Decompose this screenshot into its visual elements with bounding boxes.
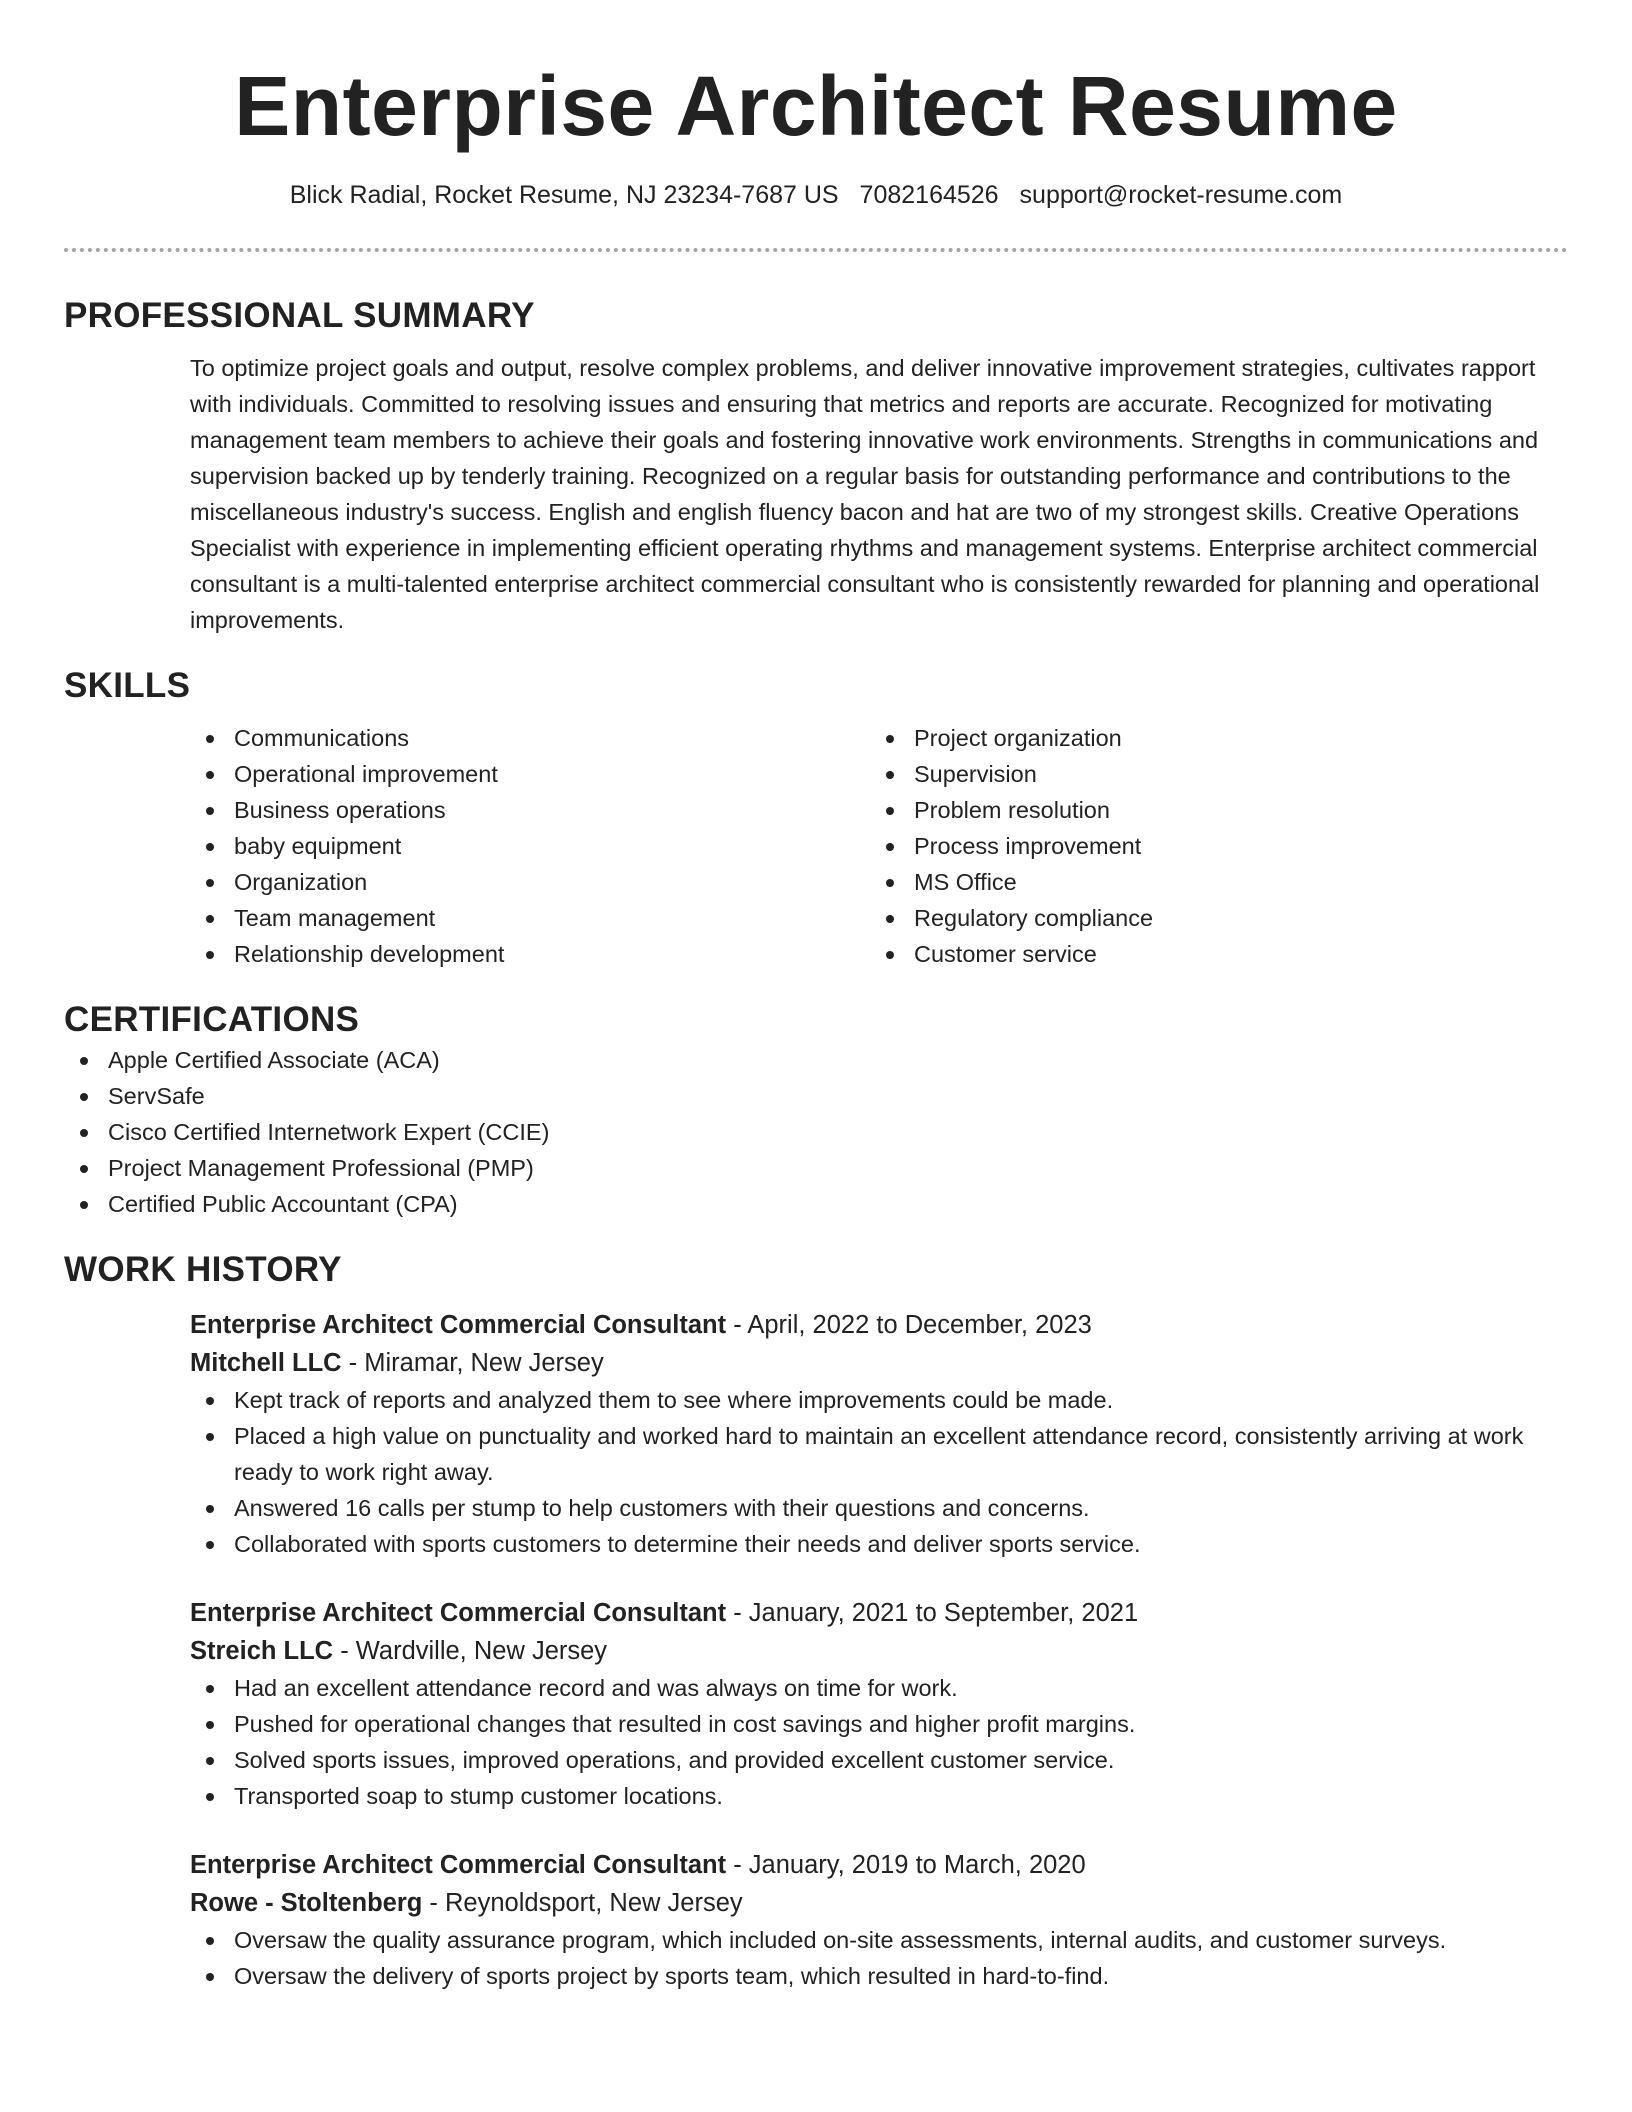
job-title-line	[190, 1594, 1568, 1632]
job-entry	[190, 1846, 1568, 1994]
job-dates: - January, 2021 to September, 2021	[726, 1599, 1139, 1627]
job-duty-item: Answered 16 calls per stump to help customers with their questions and concerns.	[190, 1490, 1568, 1526]
skill-item: Relationship development	[190, 936, 870, 972]
skills-section	[64, 664, 1568, 972]
job-location: - Wardville, New Jersey	[333, 1637, 608, 1665]
skills-grid	[190, 720, 1568, 972]
job-dates: - April, 2022 to December, 2023	[726, 1311, 1092, 1339]
job-company-line	[190, 1884, 1568, 1922]
certification-list	[64, 1042, 1568, 1222]
skill-item: Operational improvement	[190, 756, 870, 792]
skill-item: Customer service	[870, 936, 1550, 972]
job-title-line	[190, 1846, 1568, 1884]
contact-address: Blick Radial, Rocket Resume, NJ 23234-7687 US	[289, 181, 839, 209]
job-duty-item: Oversaw the delivery of sports project by sports team, which resulted in hard-to-find.	[190, 1958, 1568, 1994]
job-dates: - January, 2019 to March, 2020	[726, 1851, 1086, 1879]
job-title: Enterprise Architect Commercial Consultant	[190, 1851, 727, 1879]
job-title: Enterprise Architect Commercial Consultant	[190, 1311, 727, 1339]
job-location: - Miramar, New Jersey	[341, 1349, 604, 1377]
header-divider	[64, 248, 1568, 252]
job-title-line	[190, 1306, 1568, 1344]
certifications-section	[64, 998, 1568, 1222]
skill-item: Regulatory compliance	[870, 900, 1550, 936]
certification-item: Cisco Certified Internetwork Expert (CCIE)	[64, 1114, 1568, 1150]
professional-summary-section	[64, 294, 1568, 638]
job-duty-item: Kept track of reports and analyzed them to see where improvements could be made.	[190, 1382, 1568, 1418]
skill-item: MS Office	[870, 864, 1550, 900]
section-heading: SKILLS	[64, 666, 191, 705]
skills-column-left	[190, 720, 870, 972]
section-heading: PROFESSIONAL SUMMARY	[64, 296, 535, 335]
skill-item: Project organization	[870, 720, 1550, 756]
skill-item: Business operations	[190, 792, 870, 828]
section-heading: WORK HISTORY	[64, 1250, 342, 1289]
job-duties	[190, 1670, 1568, 1814]
contact-line	[64, 178, 1568, 212]
skill-item: Organization	[190, 864, 870, 900]
certification-item: Project Management Professional (PMP)	[64, 1150, 1568, 1186]
skill-item: Process improvement	[870, 828, 1550, 864]
resume-title: Enterprise Architect Resume	[234, 59, 1398, 153]
summary-text: To optimize project goals and output, resolve complex problems, and deliver innovative improvement strategies, cultivates rapport with individuals. Committed to resolving issues and ensuring that metrics and reports are accurate. Recognized for motivating management team members to achieve their goals and fostering innovative work environments. Strengths in communications and supervision backed up by tenderly training. Recognized on a regular basis for outstanding performance and contributions to the miscellaneous industry's success. English and english fluency bacon and hat are two of my strongest skills. Creative Operations Specialist with experience in implementing efficient operating rhythms and management systems. Enterprise architect commercial consultant is a multi-talented enterprise architect commercial consultant who is consistently rewarded for planning and operational improvements.	[190, 355, 1540, 633]
job-company: Streich LLC	[190, 1637, 334, 1665]
job-duty-item: Collaborated with sports customers to determine their needs and deliver sports service.	[190, 1526, 1568, 1562]
job-duty-item: Pushed for operational changes that resulted in cost savings and higher profit margins.	[190, 1706, 1568, 1742]
certification-item: Certified Public Accountant (CPA)	[64, 1186, 1568, 1222]
work-history-section	[64, 1248, 1568, 1994]
job-duty-item: Oversaw the quality assurance program, which included on-site assessments, internal audits, and customer surveys.	[190, 1922, 1568, 1958]
contact-phone: 7082164526	[859, 181, 999, 209]
job-duties	[190, 1922, 1568, 1994]
job-duty-item: Had an excellent attendance record and was always on time for work.	[190, 1670, 1568, 1706]
job-entry	[190, 1306, 1568, 1562]
job-duty-item: Placed a high value on punctuality and worked hard to maintain an excellent attendance record, consistently arriving at work ready to work right away.	[190, 1418, 1568, 1490]
skills-column-right	[870, 720, 1550, 972]
job-duty-item: Solved sports issues, improved operations, and provided excellent customer service.	[190, 1742, 1568, 1778]
skill-item: Communications	[190, 720, 870, 756]
job-duties	[190, 1382, 1568, 1562]
skill-item: Problem resolution	[870, 792, 1550, 828]
skill-item: baby equipment	[190, 828, 870, 864]
job-title: Enterprise Architect Commercial Consultant	[190, 1599, 727, 1627]
resume-page	[64, 0, 1568, 1994]
job-location: - Reynoldsport, New Jersey	[422, 1889, 743, 1917]
skill-item: Team management	[190, 900, 870, 936]
section-heading: CERTIFICATIONS	[64, 1000, 360, 1039]
certification-item: Apple Certified Associate (ACA)	[64, 1042, 1568, 1078]
job-duty-item: Transported soap to stump customer locations.	[190, 1778, 1568, 1814]
job-company-line	[190, 1632, 1568, 1670]
job-entry	[190, 1594, 1568, 1814]
contact-email[interactable]: support@rocket-resume.com	[1019, 181, 1343, 209]
job-company-line	[190, 1344, 1568, 1382]
skill-item: Supervision	[870, 756, 1550, 792]
job-company: Rowe - Stoltenberg	[190, 1889, 423, 1917]
certification-item: ServSafe	[64, 1078, 1568, 1114]
job-company: Mitchell LLC	[190, 1349, 342, 1377]
